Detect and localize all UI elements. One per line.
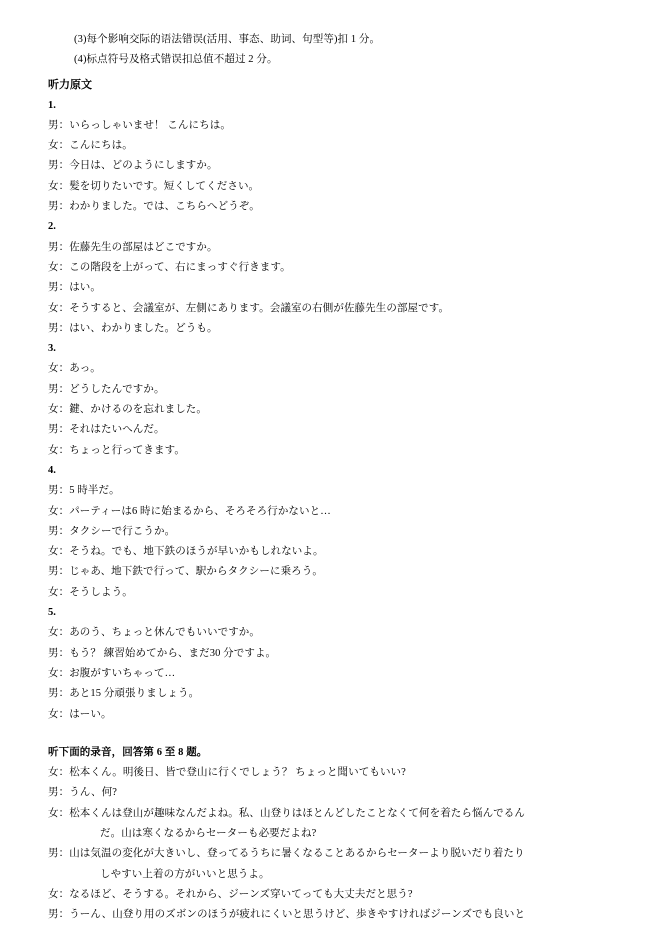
dialog-line: 女：この階段を上がって、右にまっすぐ行きます。 [48, 261, 291, 273]
scoring-note-3: (3)每个影响交际的语法错误(活用、事态、助词、句型等)扣 1 分。 [74, 34, 381, 45]
dialog-line: 女：パーティーは6 時に始まるから、そろそろ行かないと… [48, 505, 331, 517]
dialog-line: 女：髪を切りたいです。短くしてください。 [48, 180, 260, 192]
dialog-line: 男：わかりました。では、こちらへどうぞ。 [48, 201, 260, 213]
dialog-line: 女：そうすると、会議室が、左側にあります。会議室の右側が佐藤先生の部屋です。 [48, 302, 450, 314]
dialog-line: 女：はーい。 [48, 708, 112, 720]
dialog-line: 男：いらっしゃいませ！ こんにちは。 [48, 119, 231, 131]
dialog-line-continued: しやすい上着の方がいいと思うよ。 [100, 868, 270, 880]
section-spacer [48, 725, 616, 743]
dialog-line: 男：今日は、どのようにしますか。 [48, 160, 218, 172]
section-title-questions-6-8: 听下面的录音，回答第 6 至 8 题。 [48, 746, 208, 758]
section-title-listening-script: 听力原文 [48, 78, 92, 91]
dialog-line: 女：鍵、かけるのを忘れました。 [48, 404, 207, 416]
dialog-group-2 [48, 238, 616, 339]
dialog-line: 女：そうしよう。 [48, 586, 133, 598]
dialog-group-1 [48, 116, 616, 217]
dialog-line: 男：それはたいへんだ。 [48, 424, 165, 436]
dialog-line: 女：こんにちは。 [48, 140, 133, 152]
dialog-line: 男：あと15 分頑張りましょう。 [48, 688, 200, 700]
dialog-line: 男：どうしたんですか。 [48, 383, 165, 395]
dialog-line: 男：タクシーで行こうか。 [48, 525, 176, 537]
dialog-group-5 [48, 623, 616, 724]
group-number: 4. [48, 464, 56, 476]
dialog-line-continued: だ。山は寒くなるからセーターも必要だよね? [100, 827, 317, 839]
scoring-note-4: (4)标点符号及格式错误扣总值不超过 2 分。 [74, 54, 278, 66]
dialog-group-4 [48, 481, 616, 603]
dialog-line: 女：なるほど、そうする。それから、ジーンズ穿いてっても大丈夫だと思う? [48, 888, 413, 900]
group-number: 3. [48, 343, 56, 355]
dialog-line: 男：もう？ 練習始めてから、まだ30 分ですよ。 [48, 647, 277, 659]
dialog-line: 男：はい。 [48, 282, 101, 294]
dialog-line: 女：お腹がすいちゃって… [48, 667, 176, 679]
dialog-line: 男：5 時半だ。 [48, 485, 120, 497]
group-number: 5. [48, 607, 56, 619]
dialog-line: 女：そうね。でも、地下鉄のほうが早いかもしれないよ。 [48, 546, 324, 558]
dialog-line: 女：松本くん。明後日、皆で登山に行くでしょう？ ちょっと聞いてもいい? [48, 767, 406, 779]
group-number: 1. [48, 99, 56, 111]
dialog-line: 男：うん、何? [48, 787, 117, 799]
dialog-line: 男：はい、わかりました。どうも。 [48, 322, 218, 334]
dialog-line: 女：松本くんは登山が趣味なんだよね。私、山登りはほとんどしたことなくて何を着たら悩んでるん [48, 807, 525, 819]
dialog-line: 女：ちょっと行ってきます。 [48, 444, 185, 456]
dialog-line: 女：あっ。 [48, 363, 101, 375]
dialog-line: 女：あのう、ちょっと休んでもいいですか。 [48, 627, 260, 639]
dialog-line: 男：佐藤先生の部屋はどこですか。 [48, 241, 218, 253]
dialog-group-6-8 [48, 763, 616, 925]
dialog-line: 男：うーん、山登り用のズボンのほうが疲れにくいと思うけど、歩きやすければジーンズでも良いと [48, 909, 526, 921]
dialog-line: 男：じゃあ、地下鉄で行って、駅からタクシーに乗ろう。 [48, 566, 323, 578]
dialog-line: 男：山は気温の変化が大きいし、登ってるうちに暑くなることあるからセーターより脱いだり着たり [48, 848, 525, 860]
group-number: 2. [48, 221, 56, 233]
dialog-group-3 [48, 359, 616, 460]
